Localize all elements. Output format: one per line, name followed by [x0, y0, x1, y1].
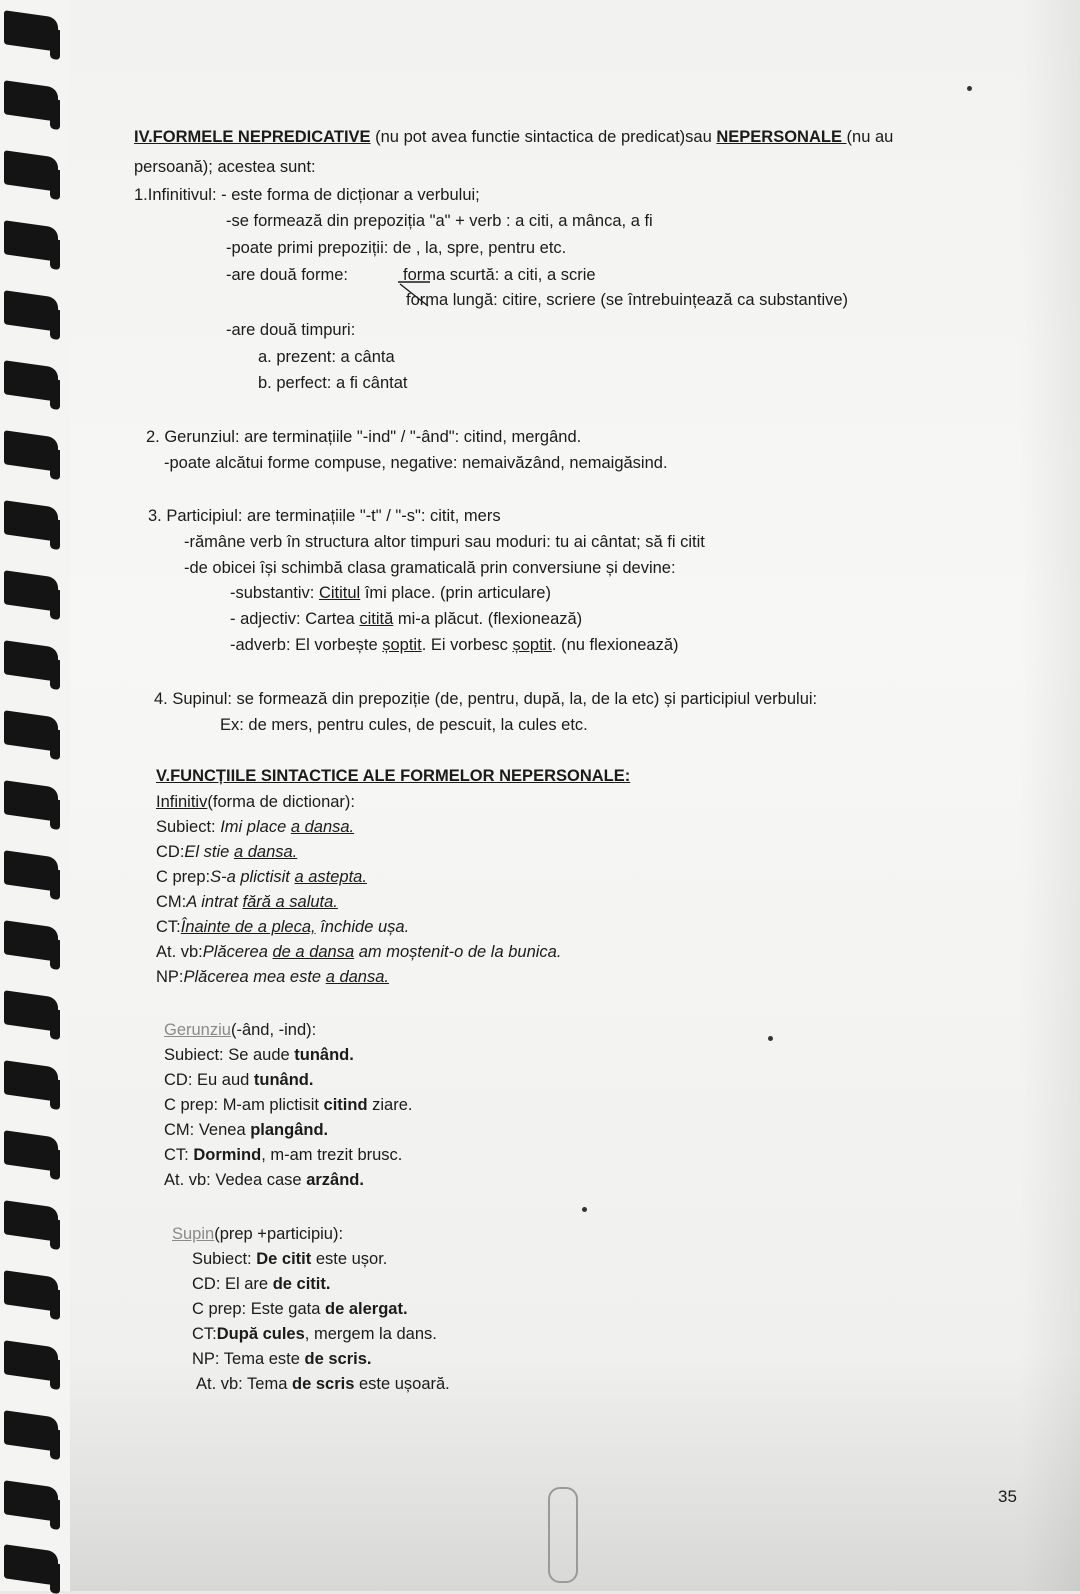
- spiral-binding: [0, 0, 70, 1591]
- example-row: At. vb:Plăcerea de a dansa am moștenit-o de la bunica.: [156, 943, 562, 961]
- text-line: - adjectiv: Cartea citită mi-a plăcut. (flexionează): [230, 610, 583, 628]
- example-row: Subiect: Se aude tunând.: [164, 1046, 354, 1064]
- text-line: forma lungă: citire, scriere (se întrebuințează ca substantive): [406, 291, 849, 309]
- gerund-label: Gerunziu(-ând, -ind):: [164, 1021, 317, 1039]
- page-number: 35: [998, 1487, 1017, 1506]
- example-row: Subiect: De citit este ușor.: [192, 1250, 388, 1268]
- text-line: -substantiv: Cititul îmi place. (prin articulare): [230, 584, 551, 602]
- text-line: -adverb: El vorbește șoptit. Ei vorbesc șoptit. (nu flexionează): [230, 636, 679, 654]
- gerund-heading: 2. Gerunziul: are terminațiile "-ind" / "-ând": citind, mergând.: [146, 428, 582, 446]
- example-row: NP: Tema este de scris.: [192, 1350, 372, 1368]
- text-line: -de obicei își schimbă clasa gramaticală prin conversiune și devine:: [184, 559, 676, 577]
- infinitive-label: Infinitiv(forma de dictionar):: [156, 793, 355, 811]
- text-line: Ex: de mers, pentru cules, de pescuit, la cules etc.: [220, 716, 588, 734]
- example-row: CD: El are de citit.: [192, 1275, 331, 1293]
- ink-dot: [582, 1207, 587, 1212]
- text-line: -poate primi prepoziții: de , la, spre, pentru etc.: [226, 239, 567, 257]
- example-row: CM:A intrat fără a saluta.: [156, 893, 338, 911]
- text-line: -are două timpuri:: [226, 321, 356, 339]
- example-row: Subiect: Imi place a dansa.: [156, 818, 355, 836]
- example-row: CM: Venea plangând.: [164, 1121, 329, 1139]
- section-4-title-line: IV.FORMELE NEPREDICATIVE (nu pot avea functie sintactica de predicat)sau NEPERSONALE (nu au: [134, 128, 894, 146]
- example-row: At. vb: Vedea case arzând.: [164, 1171, 364, 1189]
- example-row: NP:Plăcerea mea este a dansa.: [156, 968, 389, 986]
- paperclip-icon: [548, 1487, 578, 1583]
- example-row: C prep:S-a plictisit a astepta.: [156, 868, 367, 886]
- text-line: -are două forme:: [226, 266, 348, 284]
- supine-heading: 4. Supinul: se formează din prepoziție (de, pentru, după, la, de la etc) și participiul verbului:: [154, 690, 818, 708]
- supine-label: Supin(prep +participiu):: [172, 1225, 344, 1243]
- text-line: b. perfect: a fi cântat: [258, 374, 408, 392]
- example-row: C prep: M-am plictisit citind ziare.: [164, 1096, 413, 1114]
- example-row: CT: Dormind, m-am trezit brusc.: [164, 1146, 403, 1164]
- infinitive-heading: 1.Infinitivul: - este forma de dicționar a verbului;: [134, 186, 480, 204]
- ink-dot: [967, 86, 972, 91]
- section-5-title: V.FUNCȚIILE SINTACTICE ALE FORMELOR NEPERSONALE:: [156, 767, 631, 785]
- example-row: C prep: Este gata de alergat.: [192, 1300, 408, 1318]
- text-line: a. prezent: a cânta: [258, 348, 395, 366]
- example-row: CT:Înainte de a pleca, închide ușa.: [156, 918, 410, 936]
- text-line: forma scurtă: a citi, a scrie: [403, 266, 596, 284]
- text-line: persoană); acestea sunt:: [134, 158, 316, 176]
- example-row: CT:După cules, mergem la dans.: [192, 1325, 437, 1343]
- example-row: CD: Eu aud tunând.: [164, 1071, 314, 1089]
- text-line: -rămâne verb în structura altor timpuri sau moduri: tu ai cântat; să fi citit: [184, 533, 705, 551]
- example-row: CD:El stie a dansa.: [156, 843, 298, 861]
- participle-heading: 3. Participiul: are terminațiile "-t" / "-s": citit, mers: [148, 507, 501, 525]
- text-line: -poate alcătui forme compuse, negative: nemaivăzând, nemaigăsind.: [164, 454, 668, 472]
- section-4-title: IV.FORMELE NEPREDICATIVE: [134, 128, 371, 146]
- example-row: At. vb: Tema de scris este ușoară.: [196, 1375, 450, 1393]
- ink-dot: [768, 1036, 773, 1041]
- text-line: -se formează din prepoziția "a" + verb : a citi, a mânca, a fi: [226, 212, 653, 230]
